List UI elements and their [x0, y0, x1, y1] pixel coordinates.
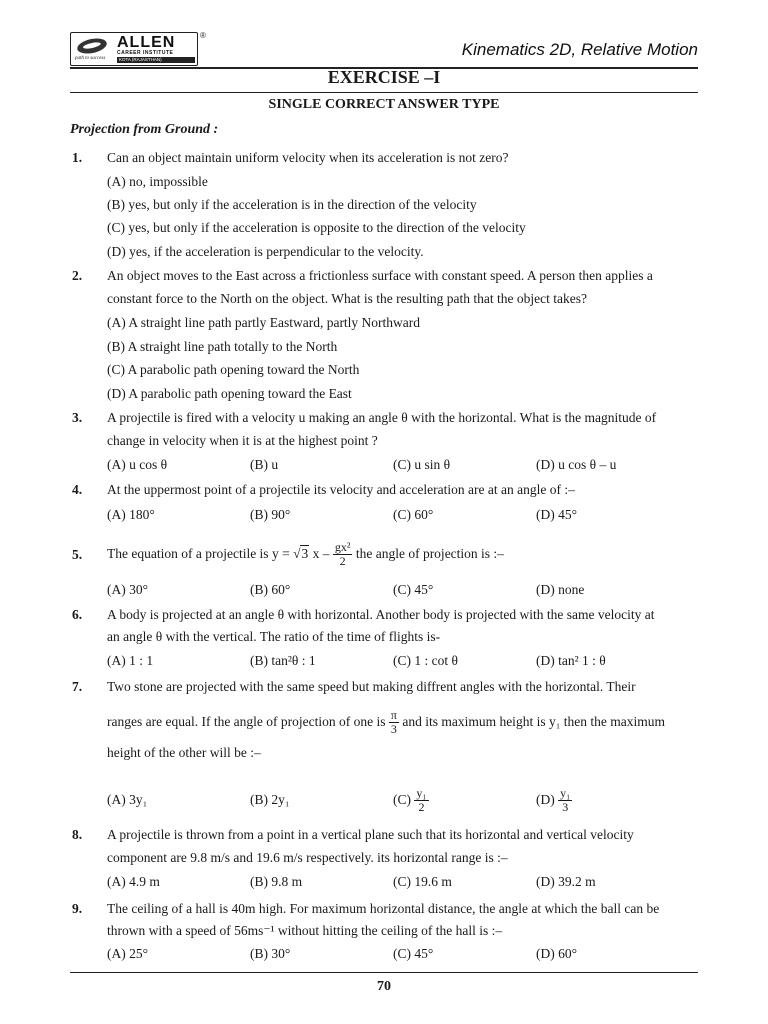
question-text: constant force to the North on the object. What is the resulting path that the object takes? [107, 291, 587, 306]
sqrt-expression: √3 [293, 546, 309, 561]
question-text: an angle θ with the vertical. The ratio of the time of flights is- [107, 629, 441, 644]
option-c: (C) 45° [393, 582, 434, 597]
question-text [107, 704, 665, 740]
fraction-numerator: y₁ [560, 785, 571, 800]
option-a: (A) 25° [107, 946, 149, 961]
question-text: An object moves to the East across a frictionless surface with constant speed. A person then applies a [107, 268, 653, 283]
option-b: (B) 9.8 m [250, 874, 303, 889]
option-a: (A) 3y₁ [107, 792, 148, 807]
question-text: At the uppermost point of a projectile its velocity and acceleration are at an angle of :– [107, 482, 575, 497]
fraction-denominator: 2 [339, 553, 346, 568]
equation-suffix: the angle of projection is :– [352, 546, 504, 561]
option-c: (C) 60° [393, 507, 434, 522]
exercise-divider [70, 92, 698, 93]
question-number: 6. [72, 607, 83, 622]
option-c [393, 782, 429, 818]
option-c: (C) u sin θ [393, 457, 451, 472]
fraction-numerator: gx² [334, 539, 351, 554]
question-text: height of the other will be :– [107, 745, 261, 760]
question-text: A projectile is thrown from a point in a vertical plane such that its horizontal and vertical velocity [107, 827, 634, 842]
logo-bar [117, 57, 195, 63]
equation-middle: x – [309, 546, 333, 561]
option-a: (A) no, impossible [107, 174, 208, 189]
option-d: (D) 45° [536, 507, 578, 522]
option-a: (A) 1 : 1 [107, 653, 154, 668]
option-d: (D) 60° [536, 946, 578, 961]
option-c: (C) yes, but only if the acceleration is opposite to the direction of the velocity [107, 220, 526, 235]
option-d: (D) 39.2 m [536, 874, 596, 889]
option-b: (B) 60° [250, 582, 291, 597]
footer-divider [70, 972, 698, 973]
option-d: (D) A parabolic path opening toward the East [107, 386, 352, 401]
fraction [558, 787, 572, 814]
fraction-denominator: 2 [418, 799, 425, 814]
line-prefix: ranges are equal. If the angle of projection of one is [107, 714, 389, 729]
option-b: (B) 90° [250, 507, 291, 522]
logo-brand: ALLEN [117, 34, 176, 51]
option-b: (B) tan²θ : 1 [250, 653, 316, 668]
question-number: 5. [72, 547, 83, 562]
question-text: Two stone are projected with the same speed but making diffrent angles with the horizontal. Their [107, 679, 636, 694]
chapter-title: Kinematics 2D, Relative Motion [461, 40, 698, 59]
section-heading: Projection from Ground : [70, 122, 219, 137]
fraction [389, 709, 399, 736]
option-c: (C) A parabolic path opening toward the North [107, 362, 360, 377]
fraction-denominator: 3 [390, 721, 397, 736]
logo-tagline: path to success [75, 56, 106, 61]
option-c: (C) 19.6 m [393, 874, 452, 889]
question-text: change in velocity when it is at the highest point ? [107, 433, 378, 448]
question-text: A projectile is fired with a velocity u making an angle θ with the horizontal. What is the magnitude of [107, 410, 657, 425]
option-b: (B) yes, but only if the acceleration is in the direction of the velocity [107, 197, 477, 212]
logo-swoosh-icon [76, 36, 108, 56]
fraction-numerator: y₁ [416, 785, 427, 800]
option-a: (A) 4.9 m [107, 874, 160, 889]
question-number: 9. [72, 901, 83, 916]
fraction [333, 541, 353, 568]
fraction [414, 787, 428, 814]
fraction-denominator: 3 [562, 799, 569, 814]
option-d [536, 782, 572, 818]
equation-prefix: The equation of a projectile is y = [107, 546, 294, 561]
option-a: (A) u cos θ [107, 457, 168, 472]
line-suffix: and its maximum height is y₁ then the maximum [398, 714, 666, 729]
option-a: (A) 180° [107, 507, 155, 522]
option-b: (B) u [250, 457, 279, 472]
option-c: (C) 45° [393, 946, 434, 961]
option-b: (B) 2y₁ [250, 792, 290, 807]
question-text: The ceiling of a hall is 40m high. For maximum horizontal distance, the angle at which the ball can be [107, 901, 660, 916]
question-number: 4. [72, 482, 83, 497]
question-number: 2. [72, 268, 83, 283]
allen-logo [70, 32, 198, 66]
option-c: (C) 1 : cot θ [393, 653, 458, 668]
option-a: (A) A straight line path partly Eastward, partly Northward [107, 315, 421, 330]
question-text: thrown with a speed of 56ms⁻¹ without hitting the ceiling of the hall is :– [107, 923, 503, 938]
logo-bar-text: KOTA (RAJASTHAN) [119, 57, 162, 62]
fraction-numerator: π [390, 707, 397, 722]
question-text: Can an object maintain uniform velocity when its acceleration is not zero? [107, 150, 509, 165]
exercise-title: EXERCISE –I [327, 67, 441, 87]
logo-subtitle: CAREER INSTITUTE [117, 50, 174, 56]
question-number: 8. [72, 827, 83, 842]
question-text: component are 9.8 m/s and 19.6 m/s respectively. its horizontal range is :– [107, 850, 508, 865]
option-b: (B) 30° [250, 946, 291, 961]
question-number: 7. [72, 679, 83, 694]
option-d: (D) u cos θ – u [536, 457, 617, 472]
option-label: (D) [536, 792, 559, 807]
question-number: 3. [72, 410, 83, 425]
page-number: 70 [377, 979, 391, 994]
question-text: A body is projected at an angle θ with horizontal. Another body is projected with the same velocity at [107, 607, 655, 622]
option-d: (D) none [536, 582, 585, 597]
option-d: (D) tan² 1 : θ [536, 653, 606, 668]
question-text [107, 536, 504, 572]
question-number: 1. [72, 150, 83, 165]
option-d: (D) yes, if the acceleration is perpendicular to the velocity. [107, 244, 424, 259]
option-b: (B) A straight line path totally to the North [107, 339, 338, 354]
sqrt-argument: 3 [301, 546, 309, 561]
section-type-heading: SINGLE CORRECT ANSWER TYPE [268, 97, 500, 112]
registered-mark: ® [200, 31, 206, 40]
option-label: (C) [393, 792, 415, 807]
option-a: (A) 30° [107, 582, 149, 597]
